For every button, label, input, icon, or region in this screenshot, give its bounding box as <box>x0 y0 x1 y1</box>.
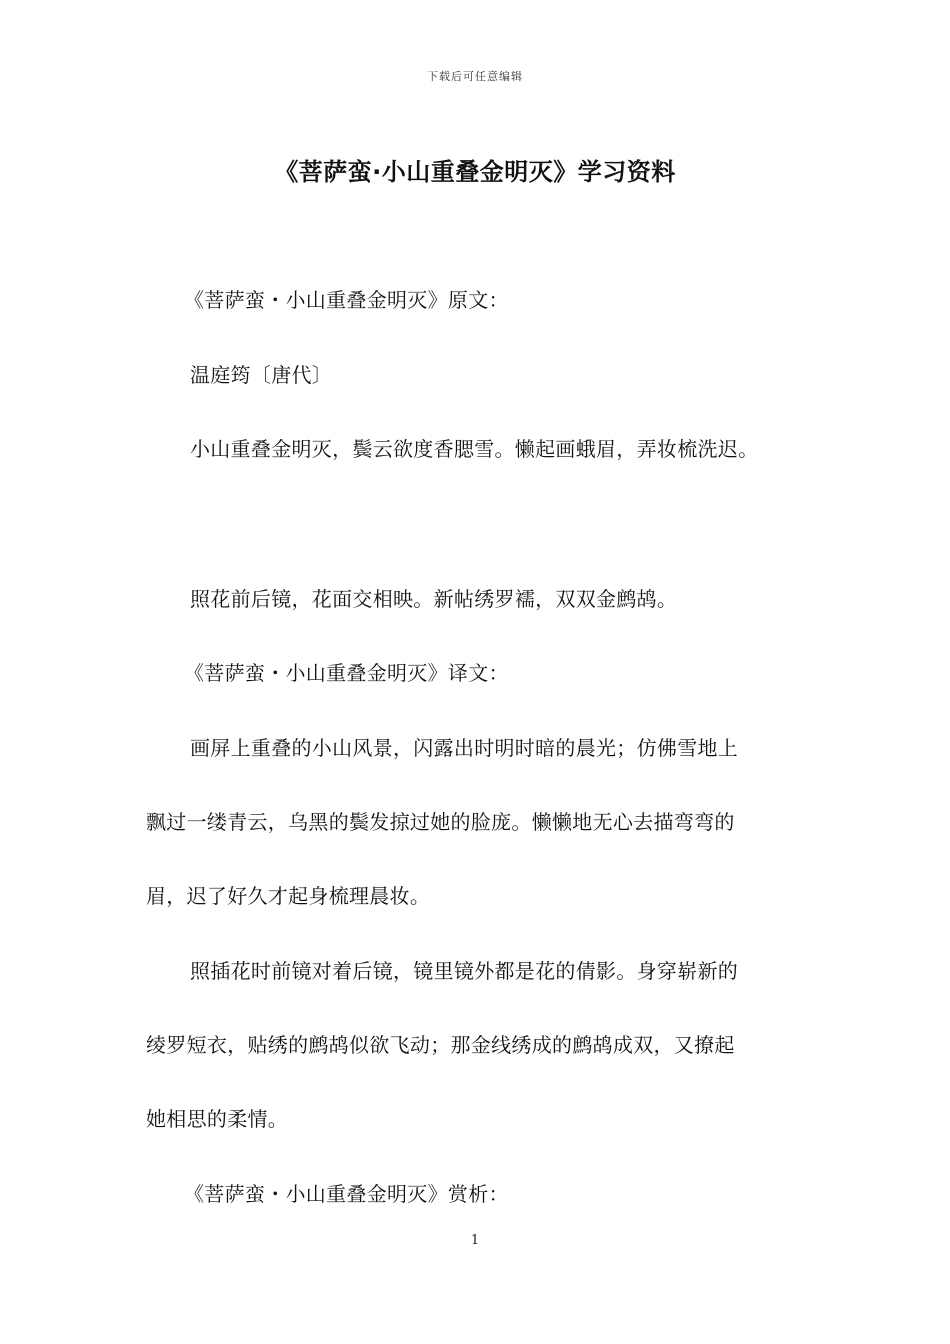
translation-line: 她相思的柔情。 <box>146 1107 289 1131</box>
author-line: 温庭筠〔唐代〕 <box>190 363 333 387</box>
poem-line-1: 小山重叠金明灭，鬓云欲度香腮雪。懒起画蛾眉，弄妆梳洗迟。 <box>190 437 759 461</box>
poem-line-2: 照花前后镜，花面交相映。新帖绣罗襦，双双金鹧鸪。 <box>190 587 678 611</box>
translation-line: 画屏上重叠的小山风景，闪露出时明时暗的晨光；仿佛雪地上 <box>190 736 739 760</box>
translation-line: 绫罗短衣，贴绣的鹧鸪似欲飞动；那金线绣成的鹧鸪成双，又撩起 <box>146 1033 735 1057</box>
translation-line: 照插花时前镜对着后镜，镜里镜外都是花的倩影。身穿崭新的 <box>190 959 739 983</box>
translation-line: 眉，迟了好久才起身梳理晨妆。 <box>146 884 431 908</box>
page-number: 1 <box>470 1233 480 1248</box>
document-title: 《菩萨蛮·小山重叠金明灭》学习资料 <box>274 158 676 186</box>
translation-line: 飘过一缕青云，乌黑的鬓发掠过她的脸庞。懒懒地无心去描弯弯的 <box>146 810 735 834</box>
section-heading-translation: 《菩萨蛮・小山重叠金明灭》译文： <box>184 661 509 685</box>
section-heading-appreciation: 《菩萨蛮・小山重叠金明灭》赏析： <box>184 1182 509 1206</box>
section-heading-original: 《菩萨蛮・小山重叠金明灭》原文： <box>184 288 509 312</box>
header-note: 下载后可任意编辑 <box>427 70 523 83</box>
